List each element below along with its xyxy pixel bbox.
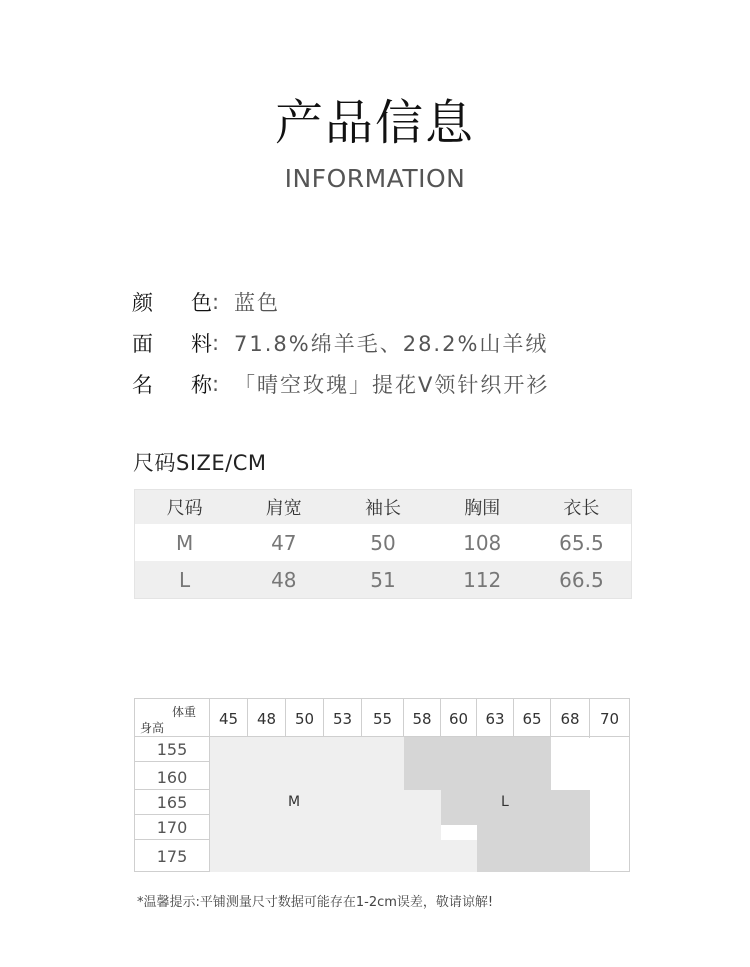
info-row-name <box>132 363 549 404</box>
table-cell: 51 <box>370 567 396 592</box>
info-colon: : <box>212 330 220 355</box>
info-value-name: 「晴空玫瑰」提花V领针织开衫 <box>234 372 550 397</box>
weight-cell: 53 <box>323 699 361 738</box>
table-cell: L <box>179 567 191 592</box>
table-cell: 108 <box>463 530 502 555</box>
table-cell: 65.5 <box>559 530 604 555</box>
info-key-char: 面 <box>132 331 153 356</box>
zone-m-label: M <box>288 794 301 810</box>
zone-l <box>441 790 590 825</box>
height-column-divider <box>209 737 210 872</box>
height-cell: 155 <box>135 737 209 762</box>
table-cell: 50 <box>370 530 396 555</box>
weight-cell: 65 <box>513 699 550 738</box>
weight-cell: 45 <box>209 699 247 738</box>
weight-cell: 50 <box>285 699 323 738</box>
info-row-color <box>132 281 549 322</box>
table-cell: M <box>175 530 194 555</box>
zone-l <box>404 737 551 790</box>
footnote: *温馨提示:平铺测量尺寸数据可能存在1-2cm误差，敬请谅解! <box>137 895 494 910</box>
table-cell: 112 <box>463 567 502 592</box>
info-key-char: 色 <box>191 290 212 315</box>
page-subtitle: INFORMATION <box>284 164 466 193</box>
header-cell: 胸围 <box>464 498 501 519</box>
table-cell: 47 <box>271 530 297 555</box>
size-guide-header <box>134 698 630 737</box>
zone-l-label: L <box>501 794 509 810</box>
height-cell: 175 <box>156 846 188 866</box>
table-cell: 66.5 <box>559 567 604 592</box>
zone-m <box>404 790 441 872</box>
size-table <box>134 489 632 599</box>
table-row <box>135 524 631 561</box>
info-value-color: 蓝色 <box>234 290 280 315</box>
weight-cell: 63 <box>476 699 513 738</box>
height-cell: 165 <box>135 790 209 815</box>
table-cell: 48 <box>271 567 297 592</box>
weight-cell: 68 <box>550 699 589 738</box>
product-info <box>132 281 549 404</box>
size-table-header <box>135 490 631 524</box>
info-key-char: 料 <box>191 331 212 356</box>
info-colon: : <box>212 371 220 396</box>
weight-cell: 70 <box>589 699 629 738</box>
weight-cell: 60 <box>440 699 476 738</box>
weight-cell: 58 <box>403 699 440 738</box>
header-cell: 尺码 <box>166 498 203 519</box>
header-cell: 衣长 <box>563 498 600 519</box>
info-value-material: 71.8%绵羊毛、28.2%山羊绒 <box>234 331 549 356</box>
weight-cell: 55 <box>361 699 403 738</box>
info-key-char: 颜 <box>132 290 153 315</box>
info-key-char: 名 <box>132 372 153 397</box>
corner-height-label: 身高 <box>140 721 165 735</box>
info-key <box>132 287 212 317</box>
header-cell: 肩宽 <box>265 498 302 519</box>
header-cell: 袖长 <box>365 498 401 519</box>
size-guide-body <box>134 737 630 872</box>
zone-l <box>477 825 590 872</box>
info-key <box>132 328 212 358</box>
info-colon: : <box>212 289 220 314</box>
info-key-char: 称 <box>191 372 212 397</box>
zone-m <box>210 737 404 872</box>
zone-m <box>441 840 477 872</box>
height-cell: 160 <box>135 765 209 790</box>
table-row <box>135 561 631 598</box>
size-guide-grid <box>134 698 630 872</box>
height-cell: 170 <box>135 815 209 840</box>
corner-weight-label: 体重 <box>172 705 197 719</box>
weight-cell: 48 <box>247 699 285 738</box>
size-table-title: 尺码SIZE/CM <box>133 451 267 475</box>
info-row-material <box>132 322 549 363</box>
info-key <box>132 369 212 399</box>
page-title: 产品信息 <box>274 95 475 151</box>
